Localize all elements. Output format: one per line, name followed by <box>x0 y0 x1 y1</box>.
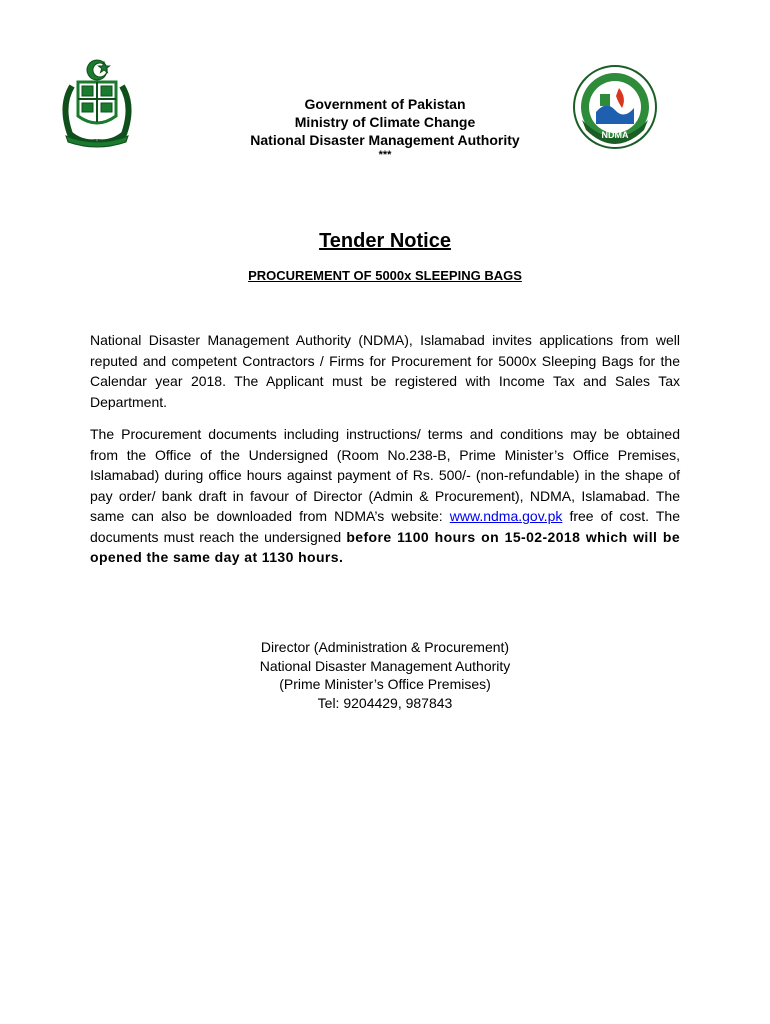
signature-title: Director (Administration & Procurement) <box>260 639 510 655</box>
paragraph-invitation: National Disaster Management Authority (NDMA), Islamabad invites applications from well reputed and competent Contractors / Firms for Procurement for 5000x Sleeping Bags for the Calendar year 2018. The Applicant must be registered with Income Tax and Sales Tax Department. <box>90 332 680 410</box>
paragraph-text-after-link: free of cost. The documents must reach the undersigned <box>90 508 680 545</box>
paragraph-text: The Procurement documents including instructions/ terms and conditions may be obtained from the Office of the Undersigned (Room No.238-B, Prime Minister’s Office Premises, Islamabad) during office hours against payment of Rs. 500/- (non-refundable) in the shape of pay order/ bank draft in favour of Director (Admin & Procurement), NDMA, Islamabad. The same can also be downloaded from NDMA’s website: <box>90 426 680 524</box>
page-title: Tender Notice <box>319 230 451 252</box>
page-subtitle: PROCUREMENT OF 5000x SLEEPING BAGS <box>248 268 522 283</box>
svg-text:NDMA: NDMA <box>601 130 629 140</box>
notice-body <box>90 330 680 580</box>
signature-phone: Tel: 9204429, 987843 <box>317 694 453 711</box>
letterhead <box>0 95 770 161</box>
signature-block <box>0 638 770 712</box>
signature-organization: National Disaster Management Authority <box>259 657 511 674</box>
paragraph-documents <box>90 424 680 568</box>
signature-address: (Prime Minister’s Office Premises) <box>279 676 491 692</box>
header-authority: National Disaster Management Authority <box>250 132 520 148</box>
header-stars: *** <box>378 149 392 161</box>
header-government: Government of Pakistan <box>304 96 466 112</box>
header-ministry: Ministry of Climate Change <box>294 114 476 130</box>
deadline-text: before 1100 hours on 15-02-2018 which will be opened the same day at 1130 hours. <box>90 528 681 565</box>
ndma-website-link[interactable]: www.ndma.gov.pk <box>449 508 563 524</box>
